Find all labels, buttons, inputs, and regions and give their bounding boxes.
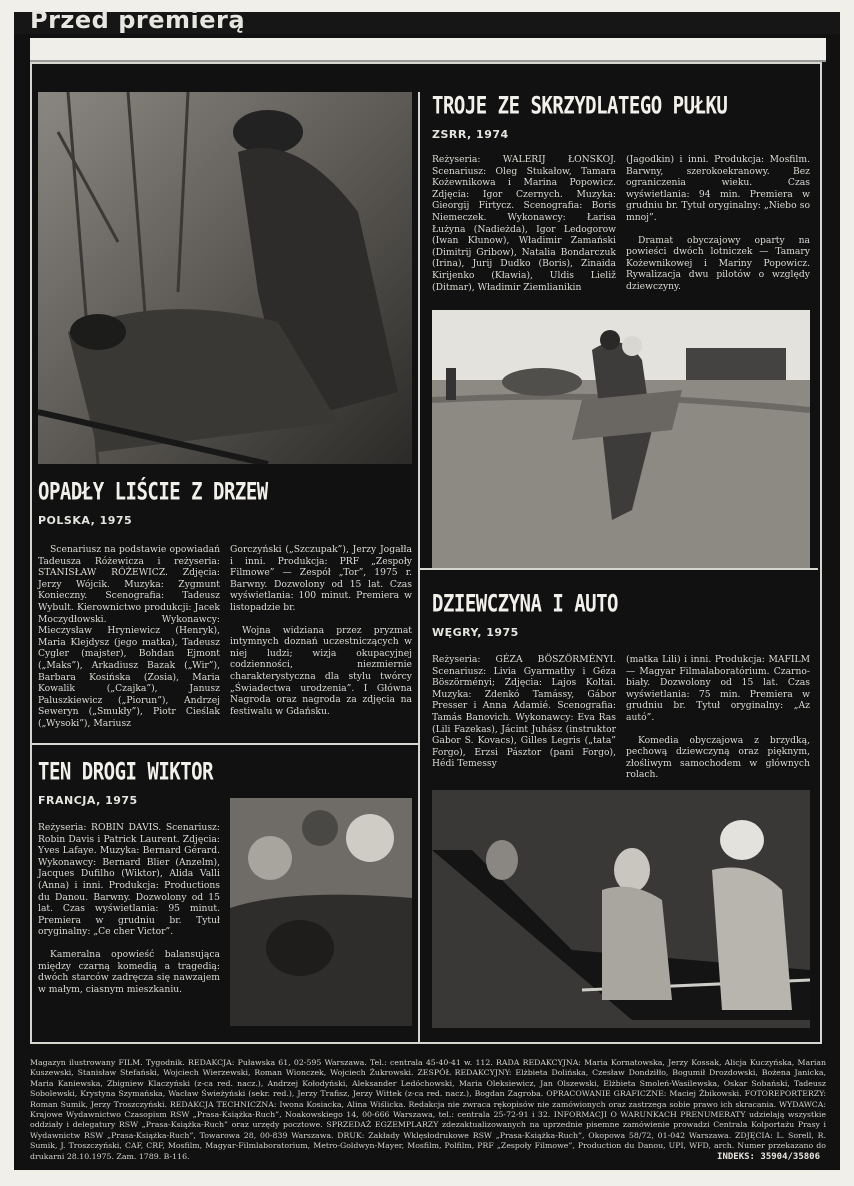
- film-description-opadly: [230, 544, 412, 717]
- description-paragraph: Dramat obyczajowy oparty na powieści dwóch lotniczek — Tamary Kożewnikowej i Mariny Popowicz. Rywalizacja dwu pilotów o względy dziewczyny.: [626, 234, 810, 292]
- row-divider: [32, 743, 418, 745]
- film-title-dziewczyna: DZIEWCZYNA I AUTO: [432, 590, 618, 618]
- film-credits-dziewczyna: [432, 654, 616, 770]
- credits-paragraph: (Jagodkin) i inni. Produkcja: Mosfilm. Barwny, szerokoekranowy. Bez ograniczenia wieku. Czas wyświetlania: 94 min. Premiera w grudniu br. Tytuł oryginalny: „Niebo so mnoj”.: [626, 154, 810, 223]
- film-credits-wiktor: [38, 822, 220, 995]
- credits-paragraph: Scenariusz na podstawie opowiadań Tadeusza Różewicza i reżyseria: STANISŁAW RÓŻEWICZ. Zdjęcia: Jerzy Wójcik. Muzyka: Zygmunt Konieczny. Scenografia: Tadeusz Wybult. Kierownictwo produkcji: Jacek Moczydłowski. Wykonawcy: Mieczysław Hryniewicz (Henryk), Maria Klejdysz (jego matka), Tadeusz Cygler (majster), Bohdan Ejmont („Maks”), Arkadiusz Bazak („Wir”), Barbara Kosińska (Zosia), Maria Kowalik („Czajka”), Janusz Paluszkiewicz („Piorun”), Andrzej Seweryn („Smukły”), Piotr Cieślak („Wysoki”), Mariusz: [38, 544, 220, 729]
- credits-paragraph: (matka Lili) i inni. Produkcja: MAFILM — Magyar Filmalaboratórium. Czarno-biały. Dozwolony od 15 lat. Czas wyświetlania: 75 min. Premiera w grudniu br. Tytuł oryginalny: „Az autó”.: [626, 654, 810, 723]
- photo-dziewczyna-i-auto: [432, 790, 810, 1028]
- film-title-wiktor: TEN DROGI WIKTOR: [38, 758, 214, 786]
- photo-troje-ze-skrzydlatego: [432, 310, 810, 568]
- description-paragraph: Kameralna opowieść balansująca między czarną komedią a tragedią: dwóch starców zadręcza się nawzajem w małym, ciasnym mieszkaniu.: [38, 948, 220, 995]
- film-title-opadly: OPADŁY LIŚCIE Z DRZEW: [38, 478, 268, 506]
- description-paragraph: Wojna widziana przez pryzmat intymnych doznań uczestniczących w niej ludzi; wizja okupacyjnej codzienności, niezmiernie charakterystyczna dla stylu twórcy „Świadectwa urodzenia”. I Główna Nagroda oraz nagroda za zdjęcia na festiwalu w Gdańsku.: [230, 624, 412, 717]
- film-title-troje: TROJE ZE SKRZYDLATEGO PUŁKU: [432, 92, 728, 120]
- top-band: [30, 38, 826, 62]
- photo-opadly-liscie: [38, 92, 412, 464]
- credits-paragraph: Gorczyński („Szczupak”), Jerzy Jogałła i inni. Produkcja: PRF „Zespoły Filmowe” — Zespół „Tor”, 1975 r. Barwny. Dozwolony od 15 lat. Czas wyświetlania: 100 minut. Premiera w listopadzie br.: [230, 544, 412, 613]
- section-title: Przed premierą: [30, 6, 246, 34]
- film-country-wiktor: FRANCJA, 1975: [38, 794, 138, 807]
- film-description-dziewczyna: [626, 654, 810, 781]
- film-credits-troje: [432, 154, 616, 293]
- index-number: INDEKS: 35904/35806: [717, 1152, 820, 1162]
- film-country-opadly: POLSKA, 1975: [38, 514, 133, 527]
- row-divider: [420, 568, 818, 570]
- credits-paragraph: Reżyseria: WALERIJ ŁONSKOJ. Scenariusz: Oleg Stukałow, Tamara Kożewnikowa i Marina Popowicz. Zdjęcia: Igor Czernych. Muzyka: Gieorgij Firtycz. Scenografia: Boris Niemeczek. Wykonawcy: Łarisa Łużyna (Nadieżda), Igor Ledogorow (Iwan Kłunow), Władimir Zamański (Dimitrij Gribow), Natalia Bondarczuk (Irina), Jurij Dudko (Boris), Zinaida Kirijenko (Kławia), Uldis Lieliž (Ditmar), Władimir Ziemlianikin: [432, 154, 616, 293]
- film-country-dziewczyna: WĘGRY, 1975: [432, 626, 519, 639]
- credits-paragraph: Reżyseria: GÉZA BÖSZÖRMÉNYI. Scenariusz: Livia Gyarmathy i Géza Böszörményi; Zdjęcia: Lajos Koltai. Muzyka: Zdenkó Tamássy, Gábor Presser i Anna Adamié. Scenografia: Tamás Banovich. Wykonawcy: Eva Ras (Lili Fazekas), Jácint Juhász (instruktor Gabor S. Kovacs), Gilles Legris („tata” Forgo), Erzsi Pásztor (pani Forgo), Hédi Temessy: [432, 654, 616, 770]
- description-paragraph: Komedia obyczajowa z brzydką, pechową dziewczyną oraz pięknym, złośliwym samochodem w głównych rolach.: [626, 734, 810, 781]
- film-country-troje: ZSRR, 1974: [432, 128, 509, 141]
- credits-paragraph: Reżyseria: ROBIN DAVIS. Scenariusz: Robin Davis i Patrick Laurent. Zdjęcia: Yves Lafaye. Muzyka: Bernard Gérard. Wykonawcy: Bernard Blier (Anzelm), Jacques Dufilho (Wiktor), Alida Valli (Anna) i inni. Produkcja: Productions du Danou. Barwny. Dozwolony od 15 lat. Czas wyświetlania: 95 minut. Premiera w grudniu br. Tytuł oryginalny: „Ce cher Victor”.: [38, 822, 220, 938]
- film-credits-opadly: [38, 544, 220, 730]
- column-divider: [418, 92, 420, 1042]
- magazine-page: [14, 6, 840, 1170]
- film-description-troje: [626, 154, 810, 293]
- magazine-credits: Magazyn ilustrowany FILM. Tygodnik. REDAKCJA: Puławska 61, 02-595 Warszawa. Tel.: centrala 45-40-41 w. 112. RADA REDAKCYJNA: Maria Kornatowska, Jerzy Kossak, Alicja Kuczyńska, Marian Kuszewski, Stanisław Stefański, Wojciech Wierzewski, Roman Wionczek, Wojciech Żukrowski. ZESPÓŁ REDAKCYJNY: Elżbieta Dolińska, Czesław Dondziłło, Bogumił Drozdowski, Bożena Janicka, Maria Kaniewska, Zbigniew Klaczyński (z-ca red. nacz.), Andrzej Kołodyński, Aleksander Ledóchowski, Maria Oleksiewicz, Jan Olszewski, Elżbieta Smoleń-Wasilewska, Oskar Sobański, Tadeusz Sobolewski, Krystyna Szymańska, Wacław Świeżyński (sekr. red.), Jerzy Trafisz, Jerzy Wittek (z-ca red. nacz.), Bogdan Zagroba. OPRACOWANIE GRAFICZNE: Maciej Żbikowski. FOTOREPORTERZY: Roman Sumik, Jerzy Troszczyński. REDAKCJA TECHNICZNA: Iwona Kosiacka, Alina Wiślicka. Redakcja nie zwraca rękopisów nie zamówionych oraz zastrzega sobie prawo ich skracania. WYDAWCA: Krajowe Wydawnictwo Czasopism RSW „Prasa-Książka-Ruch”, Noakowskiego 14, 00-666 Warszawa, tel.: centrala 25-72-91 i 32. INFORMACJI O WARUNKACH PRENUMERATY udzielają wszystkie oddziały i delegatury RSW „Prasa-Książka-Ruch” oraz urzędy pocztowe. SPRZEDAŻ EGZEMPLARZY zdezaktualizowanych na uprzednie pisemne zamówienie prowadzi Centrala Kolportażu Prasy i Wydawnictw RSW „Prasa-Książka-Ruch”, Towarowa 28, 00-839 Warszawa. DRUK: Zakłady Wklęsłodrukowe RSW „Prasa-Książka-Ruch”, Okopowa 58/72, 01-042 Warszawa. ZDJĘCIA: L. Sorell, R. Sumik, J. Troszczyński, CAF, CRF, Mosfilm, Magyar-Filmlaboratorium, Metro-Goldwyn-Mayer, Mosfilm, Polfilm, PRF „Zespoły Filmowe”, Production du Danou, UPI, WFD, arch. Numer przekazano do drukarni 28.10.1975. Zam. 1789. B-116.: [30, 1058, 826, 1161]
- photo-ten-drogi-wiktor: [230, 798, 412, 1026]
